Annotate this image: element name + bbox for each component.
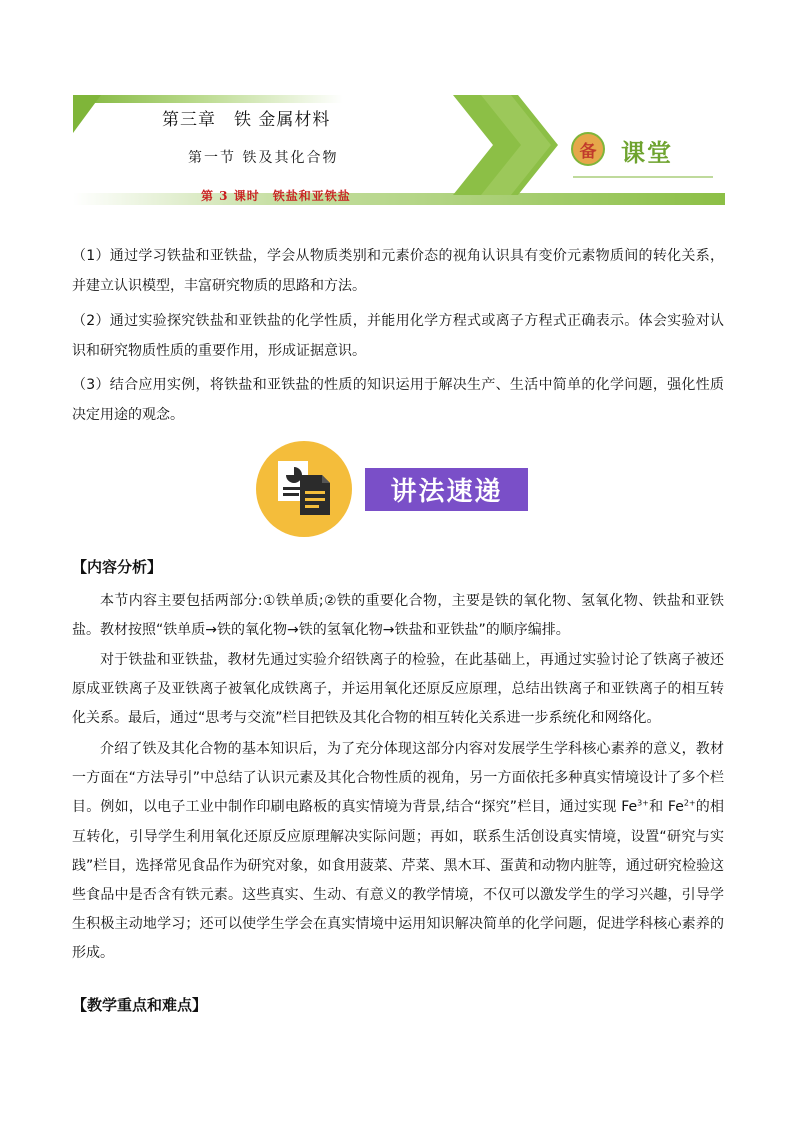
fe2-superscript: 2+ [683, 798, 696, 808]
p3-part-b: 和 Fe [648, 799, 684, 816]
content-paragraph-2: 对于铁盐和亚铁盐，教材先通过实验介绍铁离子的检验，在此基础上，再通过实验讨论了铁离子被还原成亚铁离子及亚铁离子被氧化成铁离子，并运用氧化还原反应原理，总结出铁离子和亚铁离子的相互转化关系。最后，通过“思考与交流”栏目把铁及其化合物的相互转化关系进一步系统化和网络化。 [72, 652, 724, 727]
section-title: 第一节 铁及其化合物 [188, 150, 339, 166]
content-paragraph-3 [72, 735, 724, 969]
objective-2: （2）通过实验探究铁盐和亚铁盐的化学性质，并能用化学方程式或离子方程式正确表示。体会实验对认识和研究物质性质的重要作用，形成证据意识。 [72, 313, 724, 359]
badge-label: 课堂 [621, 139, 673, 167]
key-points-heading: 【教学重点和难点】 [72, 996, 208, 1014]
document-icon [256, 441, 352, 537]
method-banner [256, 441, 536, 537]
content-analysis-heading: 【内容分析】 [72, 558, 163, 576]
badge-char: 备 [579, 141, 597, 162]
lesson-title: 第 3 课时 铁盐和亚铁盐 [201, 189, 351, 203]
bei-badge-icon [571, 132, 605, 166]
method-label: 讲法速递 [390, 477, 503, 507]
objective-1: （1）通过学习铁盐和亚铁盐，学会从物质类别和元素价态的视角认识具有变价元素物质间的转化关系，并建立认识模型，丰富研究物质的思路和方法。 [72, 248, 724, 294]
fe3-superscript: 3+ [637, 798, 649, 808]
objective-3: （3）结合应用实例，将铁盐和亚铁盐的性质的知识运用于解决生产、生活中简单的化学问题，强化性质决定用途的观念。 [72, 377, 724, 423]
method-circle [256, 441, 352, 537]
p3-part-a: 介绍了铁及其化合物的基本知识后，为了充分体现这部分内容对发展学生学科核心素养的意义，教材一方面在“方法导引”中总结了认识元素及其化合物性质的视角，另一方面依托多种真实情境设计了多个栏目。例如，以电子工业中制作印刷电路板的真实情境为背景,结合“探究”栏目，通过实现 Fe [72, 741, 724, 816]
chapter-title: 第三章 铁 金属材料 [162, 110, 331, 130]
method-label-bar [365, 468, 528, 511]
content-paragraph-1: 本节内容主要包括两部分:①铁单质;②铁的重要化合物，主要是铁的氧化物、氢氧化物、铁盐和亚铁盐。教材按照“铁单质→铁的氧化物→铁的氢氧化物→铁盐和亚铁盐”的顺序编排。 [72, 593, 724, 639]
header-banner [73, 95, 725, 207]
p3-part-c: 的相互转化，引导学生利用氧化还原反应原理解决实际问题；再如，联系生活创设真实情境，设置“研究与实践”栏目，选择常见食品作为研究对象，如食用菠菜、芹菜、黑木耳、蛋黄和动物内脏等，通过研究检验这些食品中是否含有铁元素。这些真实、生动、有意义的教学情境，不仅可以激发学生的学习兴趣，引导学生积极主动地学习；还可以使学生学会在真实情境中运用知识解决简单的化学问题，促进学科核心素养的形成。 [72, 799, 724, 962]
